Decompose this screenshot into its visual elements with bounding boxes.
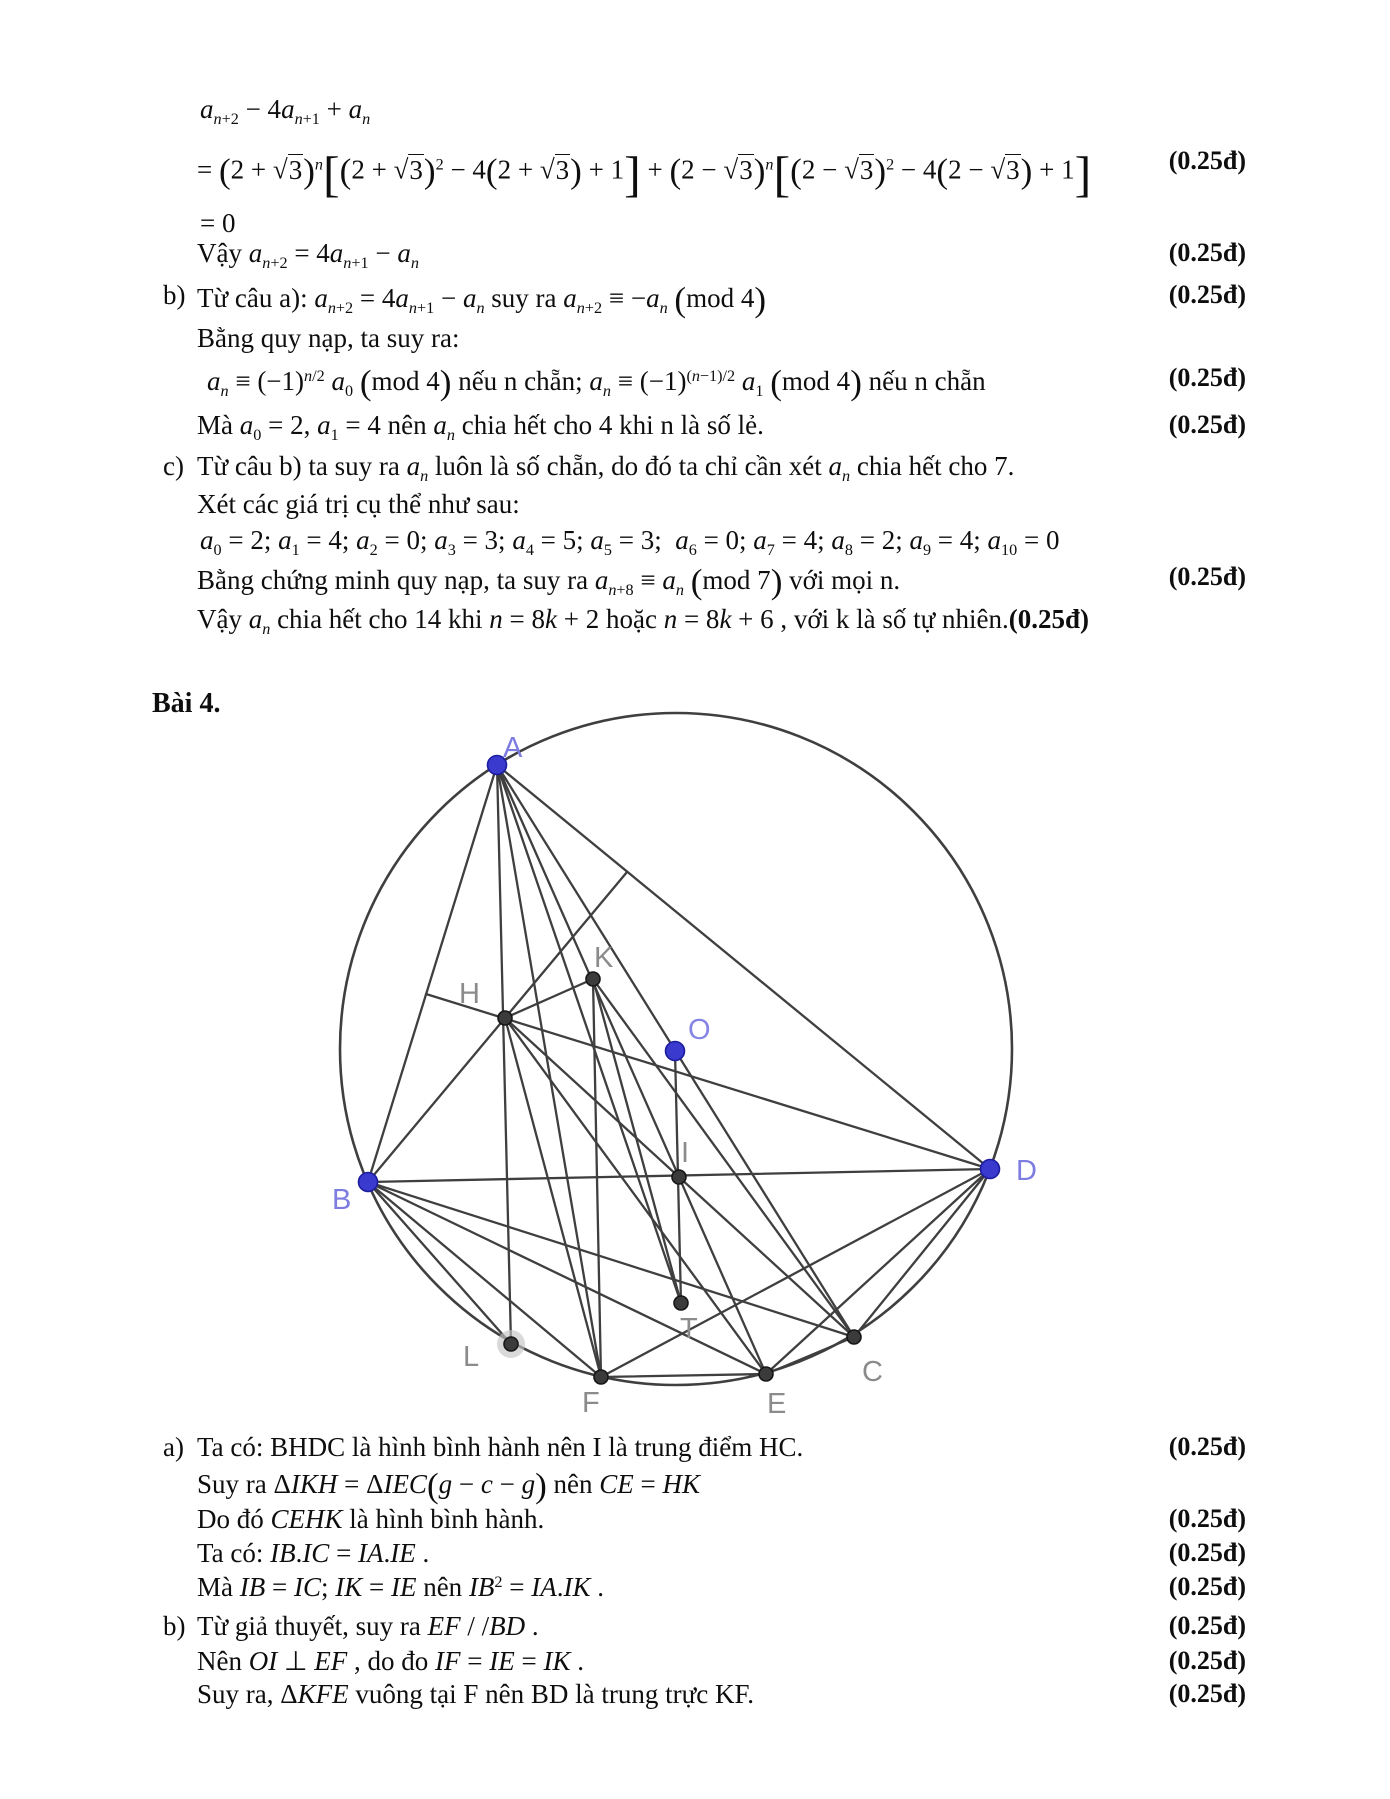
line-text: = 0 [200, 208, 236, 238]
line-text: Ta có: BHDC là hình bình hành nên I là trung điểm HC. [197, 1432, 804, 1462]
point-K [586, 972, 600, 986]
line-text: Bằng quy nạp, ta suy ra: [197, 323, 460, 353]
label-B: B [332, 1184, 352, 1216]
label-O: O [688, 1014, 711, 1046]
line-text: Vậy $a_n$ chia hết cho 14 khi n = 8k + 2 hoặc n = 8k + 6 , với k là số tự nhiên.(0.25đ) [197, 604, 1090, 639]
segment-D-C [854, 1169, 990, 1337]
line-text: Ta có: IB.IC = IA.IE . [197, 1538, 430, 1568]
line-text: Từ câu a): $a_{n+2} = 4a_{n+1} - a_n$ suy ra $a_{n+2} \equiv -a_n$ (mod 4) [197, 280, 767, 319]
line-text: $a_n \equiv (-1)^{n/2}$ $a_0$ (mod 4) nếu n chẵn; $a_n \equiv (-1)^{(n-1)/2}$ $a_1$ (mod 4) nếu n chẵn [207, 363, 986, 402]
line-text: Mà IB = IC; IK = IE nên $IB^2 = IA.IK$ . [197, 1572, 604, 1602]
line-text: $a_{n+2} - 4a_{n+1} + a_n$ [200, 94, 371, 129]
line-text: Suy ra ΔIKH = ΔIEC(g − c − g) nên CE = HK [197, 1466, 701, 1505]
line-text: Do đó CEHK là hình bình hành. [197, 1504, 545, 1534]
point-C [847, 1330, 861, 1344]
point-E [759, 1367, 773, 1381]
segment-B-F [368, 1182, 601, 1377]
list-marker: b) [163, 1611, 186, 1641]
label-C: C [862, 1356, 883, 1388]
label-I: I [681, 1137, 690, 1169]
score-badge: (0.25đ) [1168, 410, 1246, 439]
score-badge: (0.25đ) [1168, 238, 1246, 267]
geometry-diagram-holder [316, 696, 1060, 1461]
line-text: Bằng chứng minh quy nạp, ta suy ra $a_{n+8} \equiv a_n$ (mod 7) với mọi n. [197, 562, 901, 601]
label-A: A [503, 732, 523, 764]
score-badge: (0.25đ) [1168, 1538, 1246, 1567]
segment-B-L [368, 1182, 511, 1344]
score-badge: (0.25đ) [1168, 1432, 1246, 1461]
line-text: Xét các giá trị cụ thể như sau: [197, 489, 520, 519]
line-text: Mà $a_0 = 2$, $a_1 = 4$ nên $a_n$ chia hết cho 4 khi n là số lẻ. [197, 410, 764, 445]
point-B [359, 1173, 378, 1192]
list-marker: b) [163, 280, 186, 310]
segment-F-E [601, 1374, 766, 1377]
point-L [504, 1337, 518, 1351]
label-F: F [582, 1387, 600, 1419]
label-L: L [463, 1341, 480, 1373]
line-text: = $(2 + √3)^n[(2 + √3)^2 - 4(2 + √3) + 1] + (2 - √3)^n[(2 - √3)^2 - 4(2 - √3) + 1]$ [197, 146, 1092, 202]
point-O [666, 1042, 685, 1061]
score-badge: (0.25đ) [1168, 1646, 1246, 1675]
bai4-heading: Bài 4. [152, 688, 221, 719]
score-badge: (0.25đ) [1168, 1504, 1246, 1533]
segment-C-E [766, 1337, 854, 1374]
segment-K-T [593, 979, 681, 1303]
score-badge: (0.25đ) [1168, 280, 1246, 309]
segment-A-L [497, 765, 511, 1344]
score-badge: (0.25đ) [1168, 562, 1246, 591]
label-T: T [680, 1313, 698, 1345]
line-text: Vậy $a_{n+2} = 4a_{n+1} - a_n$ [197, 238, 419, 273]
line-text: Từ câu b) ta suy ra $a_n$ luôn là số chẵn, do đó ta chỉ cần xét $a_n$ chia hết cho 7. [197, 451, 1015, 486]
line-text: Suy ra, ΔKFE vuông tại F nên BD là trung trực KF. [197, 1679, 755, 1709]
segment-B-E [368, 1182, 766, 1374]
point-D [981, 1160, 1000, 1179]
segment-B-P1 [368, 872, 627, 1182]
line-text: Nên OI ⊥ EF , do đo IF = IE = IK . [197, 1646, 584, 1676]
segment-H-F [505, 1018, 601, 1377]
label-H: H [459, 978, 480, 1010]
label-E: E [767, 1388, 787, 1420]
score-badge: (0.25đ) [1168, 146, 1246, 175]
label-K: K [594, 942, 614, 974]
segment-B-C [368, 1182, 854, 1337]
list-marker: c) [163, 451, 184, 481]
point-T [674, 1296, 688, 1310]
segment-A-E [497, 765, 766, 1374]
list-marker: a) [163, 1432, 184, 1462]
score-badge: (0.25đ) [1168, 1611, 1246, 1640]
point-H [498, 1011, 512, 1025]
segment-H-E [505, 1018, 766, 1374]
score-badge: (0.25đ) [1168, 363, 1246, 392]
geometry-diagram [316, 696, 1060, 1456]
segment-K-H [505, 979, 593, 1018]
line-text: $a_0 = 2$; $a_1 = 4$; $a_2 = 0$; $a_3 = 3$; $a_4 = 5$; $a_5 = 3$; $a_6 = 0$; $a_7 = 4$; $a_8 = 2$; $a_9 = 4$; $a_{10} = 0$ [200, 525, 1060, 560]
segment-A-B [368, 765, 497, 1182]
point-F [594, 1370, 608, 1384]
label-D: D [1016, 1155, 1037, 1187]
score-badge: (0.25đ) [1168, 1679, 1246, 1708]
point-I [672, 1170, 686, 1184]
line-text: Từ giả thuyết, suy ra EF / /BD . [197, 1611, 539, 1641]
segment-A-F [497, 765, 601, 1377]
score-badge: (0.25đ) [1168, 1572, 1246, 1601]
